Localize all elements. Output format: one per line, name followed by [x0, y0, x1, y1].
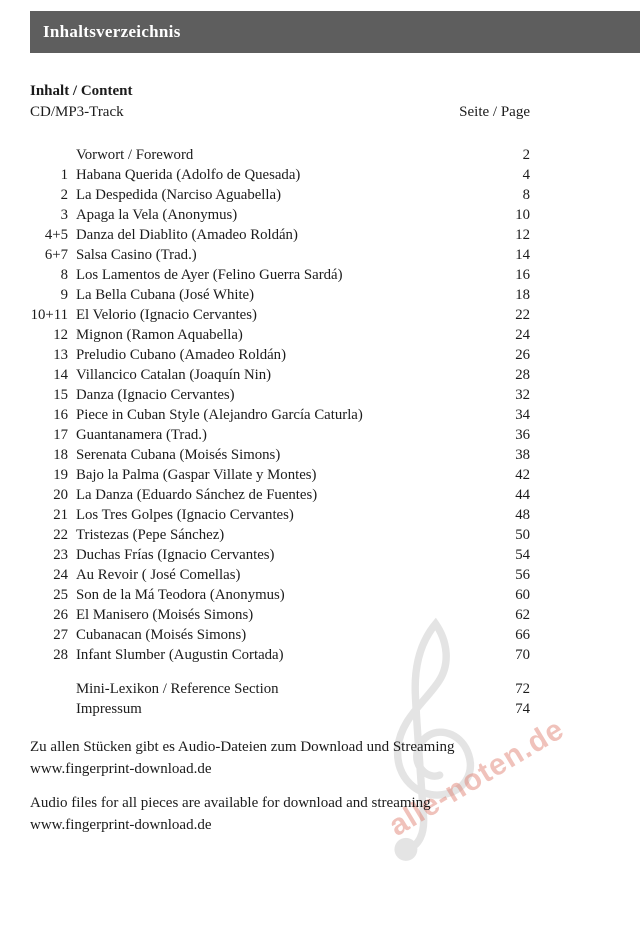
track-number: 14 — [53, 367, 68, 383]
page-number: 4 — [522, 167, 530, 183]
table-row — [30, 245, 530, 265]
note-text: Zu allen Stücken gibt es Audio-Dateien zum Download und Streaming — [30, 739, 455, 755]
page-number: 26 — [515, 347, 530, 363]
piece-title: Danza (Ignacio Cervantes) — [76, 387, 235, 403]
track-number — [30, 145, 68, 165]
note-url: www.fingerprint-download.de — [30, 817, 212, 833]
page-number: 32 — [515, 387, 530, 403]
table-row — [30, 565, 530, 585]
page-number: 18 — [515, 287, 530, 303]
track-number: 17 — [53, 427, 68, 443]
track-number: 4+5 — [44, 227, 68, 243]
page-number: 10 — [515, 207, 530, 223]
piece-title: Habana Querida (Adolfo de Quesada) — [76, 167, 301, 183]
table-row — [30, 505, 530, 525]
track-number: 22 — [53, 527, 68, 543]
note-text: Audio files for all pieces are available for download and streaming — [30, 795, 431, 811]
table-row — [30, 265, 530, 285]
table-row — [30, 285, 530, 305]
table-row — [30, 525, 530, 545]
page-number: 50 — [515, 527, 530, 543]
page-number: 42 — [515, 467, 530, 483]
piece-title: Au Revoir ( José Comellas) — [76, 567, 241, 583]
piece-title: Los Lamentos de Ayer (Felino Guerra Sardá) — [76, 267, 343, 283]
table-row — [30, 465, 530, 485]
page-header — [30, 11, 640, 53]
page-number: 36 — [515, 427, 530, 443]
track-number — [30, 699, 68, 719]
page-number: 14 — [515, 247, 530, 263]
track-number: 10+11 — [30, 307, 68, 323]
table-row — [30, 345, 530, 365]
track-number: 21 — [53, 507, 68, 523]
table-row — [30, 145, 530, 165]
note-url: www.fingerprint-download.de — [30, 761, 212, 777]
page-number: 60 — [515, 587, 530, 603]
page-number: 74 — [515, 701, 530, 717]
table-row — [30, 699, 530, 719]
piece-title: Tristezas (Pepe Sánchez) — [76, 527, 225, 543]
track-number: 3 — [60, 207, 68, 223]
table-row — [30, 365, 530, 385]
toc-extras — [30, 679, 530, 719]
column-header-page: Seite / Page — [459, 104, 530, 120]
page-number: 8 — [522, 187, 530, 203]
track-number: 20 — [53, 487, 68, 503]
piece-title: Vorwort / Foreword — [76, 147, 194, 163]
piece-title: Villancico Catalan (Joaquín Nin) — [76, 367, 272, 383]
piece-title: Salsa Casino (Trad.) — [76, 247, 197, 263]
track-number: 27 — [53, 627, 68, 643]
page-number: 16 — [515, 267, 530, 283]
track-number: 6+7 — [44, 247, 68, 263]
table-row — [30, 585, 530, 605]
note-paragraph — [30, 792, 570, 836]
page-number: 70 — [515, 647, 530, 663]
page-number: 72 — [515, 681, 530, 697]
track-number: 15 — [53, 387, 68, 403]
table-row — [30, 405, 530, 425]
track-number: 18 — [53, 447, 68, 463]
piece-title: El Velorio (Ignacio Cervantes) — [76, 307, 257, 323]
piece-title: Cubanacan (Moisés Simons) — [76, 627, 247, 643]
page-number: 34 — [515, 407, 530, 423]
piece-title: Duchas Frías (Ignacio Cervantes) — [76, 547, 275, 563]
page-title: Inhaltsverzeichnis — [43, 22, 181, 41]
table-row — [30, 425, 530, 445]
watermark-text: alle-noten.de — [383, 712, 570, 843]
table-row — [30, 325, 530, 345]
download-notes — [30, 736, 570, 848]
toc-list — [30, 145, 530, 665]
piece-title: Los Tres Golpes (Ignacio Cervantes) — [76, 507, 294, 523]
track-number: 8 — [60, 267, 68, 283]
track-number: 28 — [53, 647, 68, 663]
track-number: 12 — [53, 327, 68, 343]
piece-title: La Despedida (Narciso Aguabella) — [76, 187, 282, 203]
piece-title: Danza del Diablito (Amadeo Roldán) — [76, 227, 298, 243]
piece-title: El Manisero (Moisés Simons) — [76, 607, 254, 623]
column-header-track: CD/MP3-Track — [30, 104, 124, 120]
piece-title: La Danza (Eduardo Sánchez de Fuentes) — [76, 487, 318, 503]
piece-title: Serenata Cubana (Moisés Simons) — [76, 447, 281, 463]
piece-title: Son de la Má Teodora (Anonymus) — [76, 587, 285, 603]
table-row — [30, 185, 530, 205]
track-number: 1 — [60, 167, 68, 183]
piece-title: Impressum — [76, 701, 142, 717]
page-number: 56 — [515, 567, 530, 583]
piece-title: Guantanamera (Trad.) — [76, 427, 207, 443]
page-number: 54 — [515, 547, 530, 563]
table-row — [30, 485, 530, 505]
table-row — [30, 545, 530, 565]
page-number: 22 — [515, 307, 530, 323]
track-number: 13 — [53, 347, 68, 363]
track-number: 9 — [60, 287, 68, 303]
page-number: 44 — [515, 487, 530, 503]
piece-title: Bajo la Palma (Gaspar Villate y Montes) — [76, 467, 317, 483]
page-number: 62 — [515, 607, 530, 623]
piece-title: Apaga la Vela (Anonymus) — [76, 207, 238, 223]
table-row — [30, 165, 530, 185]
track-number: 24 — [53, 567, 68, 583]
track-number: 2 — [60, 187, 68, 203]
track-number — [30, 679, 68, 699]
toc-head — [30, 81, 530, 122]
piece-title: La Bella Cubana (José White) — [76, 287, 255, 303]
page-number: 48 — [515, 507, 530, 523]
track-number: 25 — [53, 587, 68, 603]
page-number: 24 — [515, 327, 530, 343]
piece-title: Piece in Cuban Style (Alejandro García Caturla) — [76, 407, 363, 423]
track-number: 19 — [53, 467, 68, 483]
page-number: 2 — [522, 147, 530, 163]
table-row — [30, 385, 530, 405]
page-number: 28 — [515, 367, 530, 383]
page-number: 12 — [515, 227, 530, 243]
table-row — [30, 605, 530, 625]
toc-heading: Inhalt / Content — [30, 83, 133, 99]
page-number: 38 — [515, 447, 530, 463]
track-number: 16 — [53, 407, 68, 423]
table-row — [30, 679, 530, 699]
piece-title: Mini-Lexikon / Reference Section — [76, 681, 279, 697]
table-row — [30, 305, 530, 325]
table-row — [30, 625, 530, 645]
piece-title: Infant Slumber (Augustin Cortada) — [76, 647, 284, 663]
track-number: 26 — [53, 607, 68, 623]
page-number: 66 — [515, 627, 530, 643]
table-row — [30, 645, 530, 665]
table-row — [30, 225, 530, 245]
track-number: 23 — [53, 547, 68, 563]
piece-title: Preludio Cubano (Amadeo Roldán) — [76, 347, 286, 363]
note-paragraph — [30, 736, 570, 780]
table-row — [30, 445, 530, 465]
table-row — [30, 205, 530, 225]
piece-title: Mignon (Ramon Aquabella) — [76, 327, 243, 343]
